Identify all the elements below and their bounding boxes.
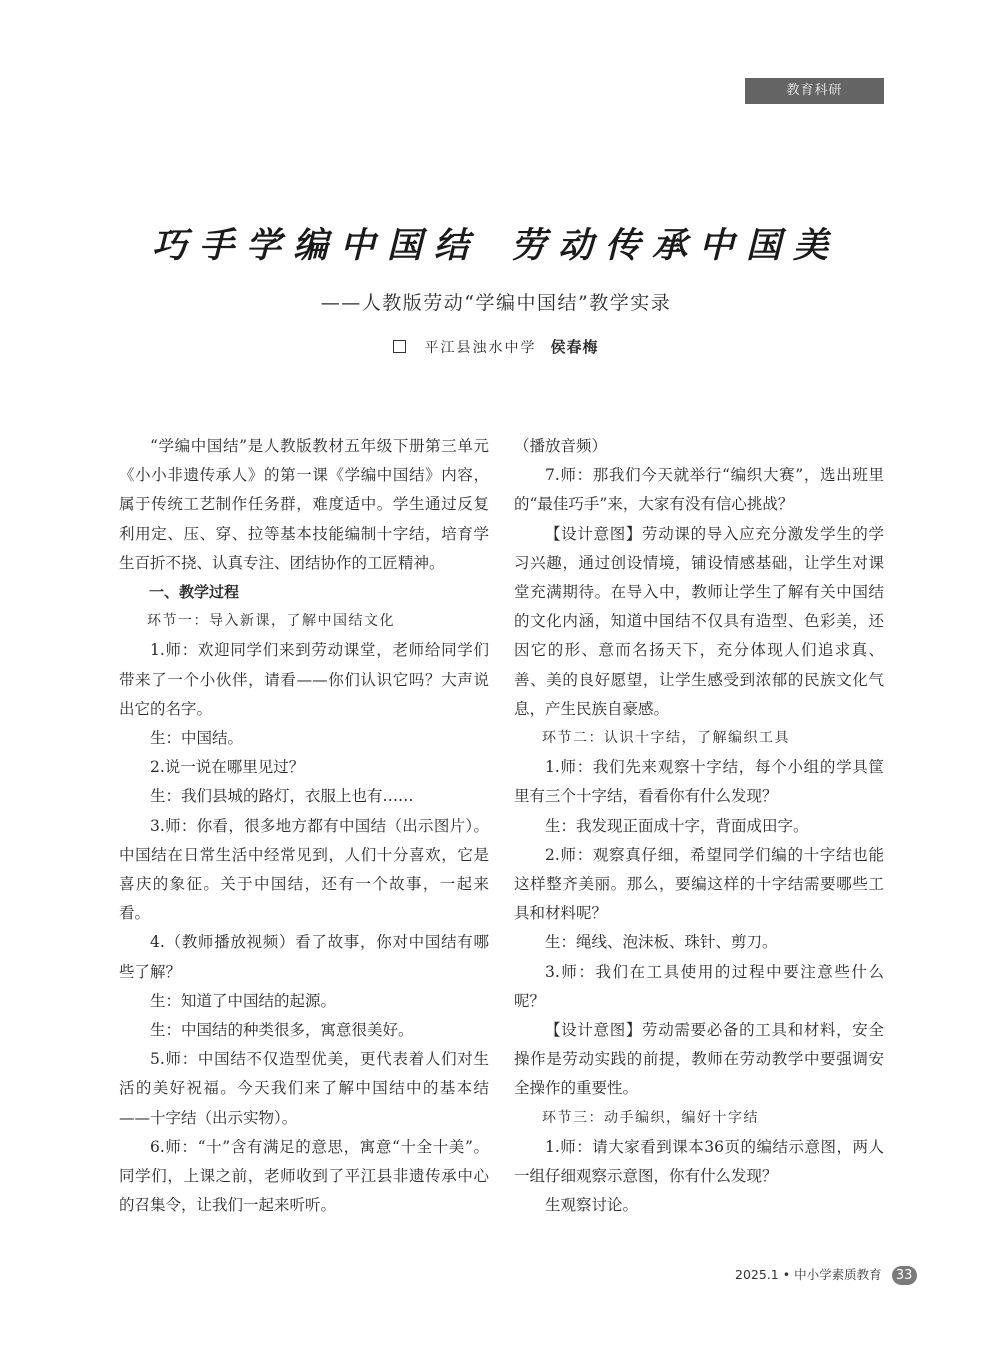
- stage-heading: 环节三：动手编织，编好十字结: [542, 1109, 759, 1126]
- paragraph: 4.（教师播放视频）看了故事，你对中国结有哪些了解？: [119, 933, 489, 981]
- issue-number: 2025.1: [735, 1267, 779, 1282]
- stage-heading: 环节二：认识十字结，了解编织工具: [542, 730, 790, 747]
- paragraph: 2.说一说在哪里见过？: [150, 758, 305, 777]
- paragraph: 1.师：我们先来观察十字结，每个小组的学具筐里有三个十字结，看看你有什么发现？: [514, 758, 884, 806]
- paragraph: 生：我发现正面成十字，背面成田字。: [545, 816, 809, 835]
- left-column: [119, 432, 489, 1220]
- paragraph: 【设计意图】劳动课的导入应充分激发学生的学习兴趣，通过创设情境，铺设情感基础，让学生对课堂充满期待。在导入中，教师让学生了解有关中国结的文化内涵，知道中国结不仅具有造型、色彩美，还因它的形、意而名扬天下，充分体现人们追求真、善、美的良好愿望，让学生感受到浓郁的民族文化气息，产生民族自豪感。: [514, 524, 884, 718]
- article-title: [0, 218, 992, 268]
- section-heading: 一、教学过程: [149, 583, 240, 602]
- byline: [0, 336, 992, 357]
- paragraph: 生：知道了中国结的起源。: [150, 991, 337, 1010]
- paragraph: 1.师：欢迎同学们来到劳动课堂，老师给同学们带来了一个小伙伴，请看——你们认识它吗？大声说出它的名字。: [119, 641, 489, 718]
- paragraph: 生：我们县城的路灯，衣服上也有……: [150, 787, 414, 806]
- paragraph: 【设计意图】劳动需要必备的工具和材料，安全操作是劳动实践的前提，教师在劳动教学中要强调安全操作的重要性。: [514, 1021, 884, 1098]
- title-part-2: 劳动传承中国美: [511, 225, 841, 266]
- author-name: 侯春梅: [550, 338, 599, 356]
- paragraph: “学编中国结”是人教版教材五年级下册第三单元《小小非遗传承人》的第一课《学编中国结》内容，属于传统工艺制作任务群，难度适中。学生通过反复利用定、压、穿、拉等基本技能编制十字结，培育学生百折不挠、认真专注、团结协作的工匠精神。: [119, 437, 489, 572]
- page-number: 33: [892, 1266, 917, 1285]
- paragraph: 3.师：我们在工具使用的过程中要注意些什么呢？: [514, 962, 884, 1010]
- paragraph: （播放音频）: [514, 437, 608, 455]
- article-subtitle: ——人教版劳动“学编中国结”教学实录: [320, 292, 672, 314]
- footer-separator: •: [782, 1267, 791, 1282]
- paragraph: 5.师：中国结不仅造型优美，更代表着人们对生活的美好祝福。今天我们来了解中国结中的基本结——十字结（出示实物）。: [119, 1050, 489, 1127]
- paragraph: 2.师：观察真仔细，希望同学们编的十字结也能这样整齐美丽。那么，要编这样的十字结需要哪些工具和材料呢？: [514, 845, 884, 923]
- paragraph: 6.师：“十”含有满足的意思，寓意“十全十美”。同学们，上课之前，老师收到了平江县非遗传承中心的召集令，让我们一起来听听。: [119, 1137, 489, 1215]
- author-school: 平江县浊水中学: [424, 340, 537, 356]
- journal-name: 中小学素质教育: [794, 1267, 882, 1282]
- right-column: [514, 432, 884, 1220]
- paragraph: 生：绳线、泡沫板、珠针、剪刀。: [545, 933, 778, 952]
- stage-heading: 环节一：导入新课，了解中国结文化: [147, 613, 395, 630]
- section-tag: 教育科研: [745, 78, 884, 104]
- paragraph: 1.师：请大家看到课本36页的编结示意图，两人一组仔细观察示意图，你有什么发现？: [514, 1137, 884, 1186]
- paragraph: 3.师：你看，很多地方都有中国结（出示图片）。中国结在日常生活中经常见到，人们十分喜欢，它是喜庆的象征。关于中国结，还有一个故事，一起来看。: [119, 816, 489, 923]
- paragraph: 生观察讨论。: [545, 1196, 639, 1215]
- title-part-1: 巧手学编中国结: [151, 225, 481, 266]
- paragraph: 7.师：那我们今天就举行“编织大赛”，选出班里的“最佳巧手”来，大家有没有信心挑战？: [514, 466, 884, 514]
- square-bullet-icon: [393, 340, 406, 353]
- page-footer: [735, 1264, 917, 1286]
- paragraph: 生：中国结的种类很多，寓意很美好。: [150, 1021, 414, 1040]
- paragraph: 生：中国结。: [150, 729, 244, 748]
